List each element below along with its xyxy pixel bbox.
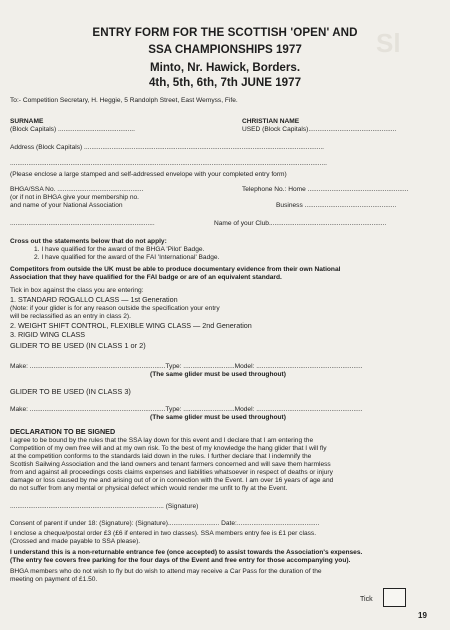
show-through-mark: Sl [376,28,401,58]
parent-consent-field[interactable]: Consent of parent if under 18: (Signature): (Signature)............................ Date:............................................. [10,520,320,527]
surname-label: SURNAME [10,118,44,125]
glider-class3-heading: GLIDER TO BE USED (IN CLASS 3) [10,387,131,396]
glider-class3-make-type-model[interactable]: Make: ..........................................................................Type: ............................Model: .......................................................... [10,406,363,413]
glider-class12-heading: GLIDER TO BE USED (IN CLASS 1 or 2) [10,341,146,350]
declaration-line: Competition of my own free will and at my own risk. To the best of my knowledge the hang glider that I will fly [10,445,327,452]
nonreturnable-fee-line-1: I understand this is a non-returnable entrance fee (once accepted) to assist towards the Association's expenses. [10,549,363,556]
glider-class12-make-type-model[interactable]: Make: ..........................................................................Type: ............................Model: .......................................................... [10,363,363,370]
class-1-option[interactable]: 1. STANDARD ROGALLO CLASS — 1st Generation [10,295,178,304]
competitors-note-2: Association that they have qualified for the FAI badge or are of an equivalent standard. [10,274,282,281]
glider-class12-note: (The same glider must be used throughout) [150,371,286,378]
venue-line: Minto, Nr. Hawick, Borders. [149,61,301,74]
class-3-option[interactable]: 3. RIGID WING CLASS [10,330,86,339]
christian-name-field[interactable]: USED (Block Capitals)................................................ [242,126,397,133]
glider-class3-note: (The same glider must be used throughout) [150,414,286,421]
declaration-line: from and against all proceedings costs claims expenses and liabilities whatsoever in respect of deaths or injury [10,469,333,476]
club-name-field[interactable]: Name of your Club................................................................ [214,220,387,227]
dates-line: 4th, 5th, 6th, 7th JUNE 1977 [148,76,302,89]
bhga-number-field[interactable]: BHGA/SSA No. ............................................... [10,186,144,193]
tick-intro: Tick in box against the class you are entering: [10,287,144,294]
declaration-line: damage or loss caused by me and arising out of or in connection with the Event. I am over 16 years of age and [10,477,334,484]
telephone-home-field[interactable]: Telephone No.: Home ....................................................... [242,186,409,193]
declaration-line: I agree to be bound by the rules that the SSA lay down for this event and I declare that I am entering the [10,437,314,444]
cross-out-heading: Cross out the statements below that do not apply: [10,238,167,245]
surname-field[interactable]: (Block Capitals) .......................................... [10,126,135,133]
nonreturnable-fee-line-2: (The entry fee covers free parking for the four days of the Event and free entry for those accompanying you). [10,557,351,564]
class-1-note-2: will be reclassified as an entry in class 2). [10,313,131,320]
pilot-badge-statement: 1. I have qualified for the award of the BHGA 'Pilot' Badge. [34,246,205,253]
bhga-note-1: (or if not in BHGA give your membership no. [10,194,139,201]
bhga-note-2: and name of your National Association [10,202,123,209]
christian-name-label: CHRISTIAN NAME [242,118,300,125]
class-2-option[interactable]: 2. WEIGHT SHIFT CONTROL, FLEXIBLE WING CLASS — 2nd Generation [10,321,252,330]
cheque-line-2: (Crossed and made payable to SSA please). [10,538,141,545]
form-title-line2: SSA CHAMPIONSHIPS 1977 [148,43,302,56]
page-number: 19 [418,611,427,620]
declaration-line: at the competition conforms to the standards laid down in the rules. I further declare that I indemnify the [10,453,312,460]
signature-field[interactable]: .................................................................................... (Signature) [10,503,199,510]
competitors-note-1: Competitors from outside the UK must be able to produce documentary evidence from their own National [10,266,341,273]
form-title-line1: ENTRY FORM FOR THE SCOTTISH 'OPEN' AND [92,26,358,39]
car-pass-line-2: meeting on payment of £1.50. [10,576,98,583]
telephone-business-field[interactable]: Business .................................................. [276,202,397,209]
tick-label: Tick [360,596,373,603]
address-field[interactable]: Address (Block Capitals) ................................................................................................................................... [10,144,325,151]
cheque-line-1: I enclose a cheque/postal order £3 (£6 if entered in two classes). SSA members entry fee is £1 per class. [10,530,317,537]
declaration-line: Scottish Sailwing Association and the land owners and tenant farmers concerned and will save them harmless [10,461,331,468]
address-field-line2[interactable]: ............................................................................................................................................................................. [10,160,327,167]
declaration-heading: DECLARATION TO BE SIGNED [10,427,116,436]
international-badge-statement: 2. I have qualified for the award of the FAI 'International' Badge. [34,254,220,261]
association-field[interactable]: ............................................................................... [10,220,155,227]
envelope-note: (Please enclose a large stamped and self-addressed envelope with your completed entry form) [10,171,287,178]
to-line: To:- Competition Secretary, H. Heggie, 5 Randolph Street, East Wemyss, Fife. [10,97,238,104]
class-1-note-1: (Note: if your glider is for any reason outside the specification your entry [10,305,220,312]
car-pass-line-1: BHGA members who do not wish to fly but do wish to attend may receive a Car Pass for the duration of the [10,568,322,575]
declaration-line: do not suffer from any mental or physical defect which would render me unfit to fly at the Event. [10,485,288,492]
tick-checkbox[interactable] [383,588,406,607]
